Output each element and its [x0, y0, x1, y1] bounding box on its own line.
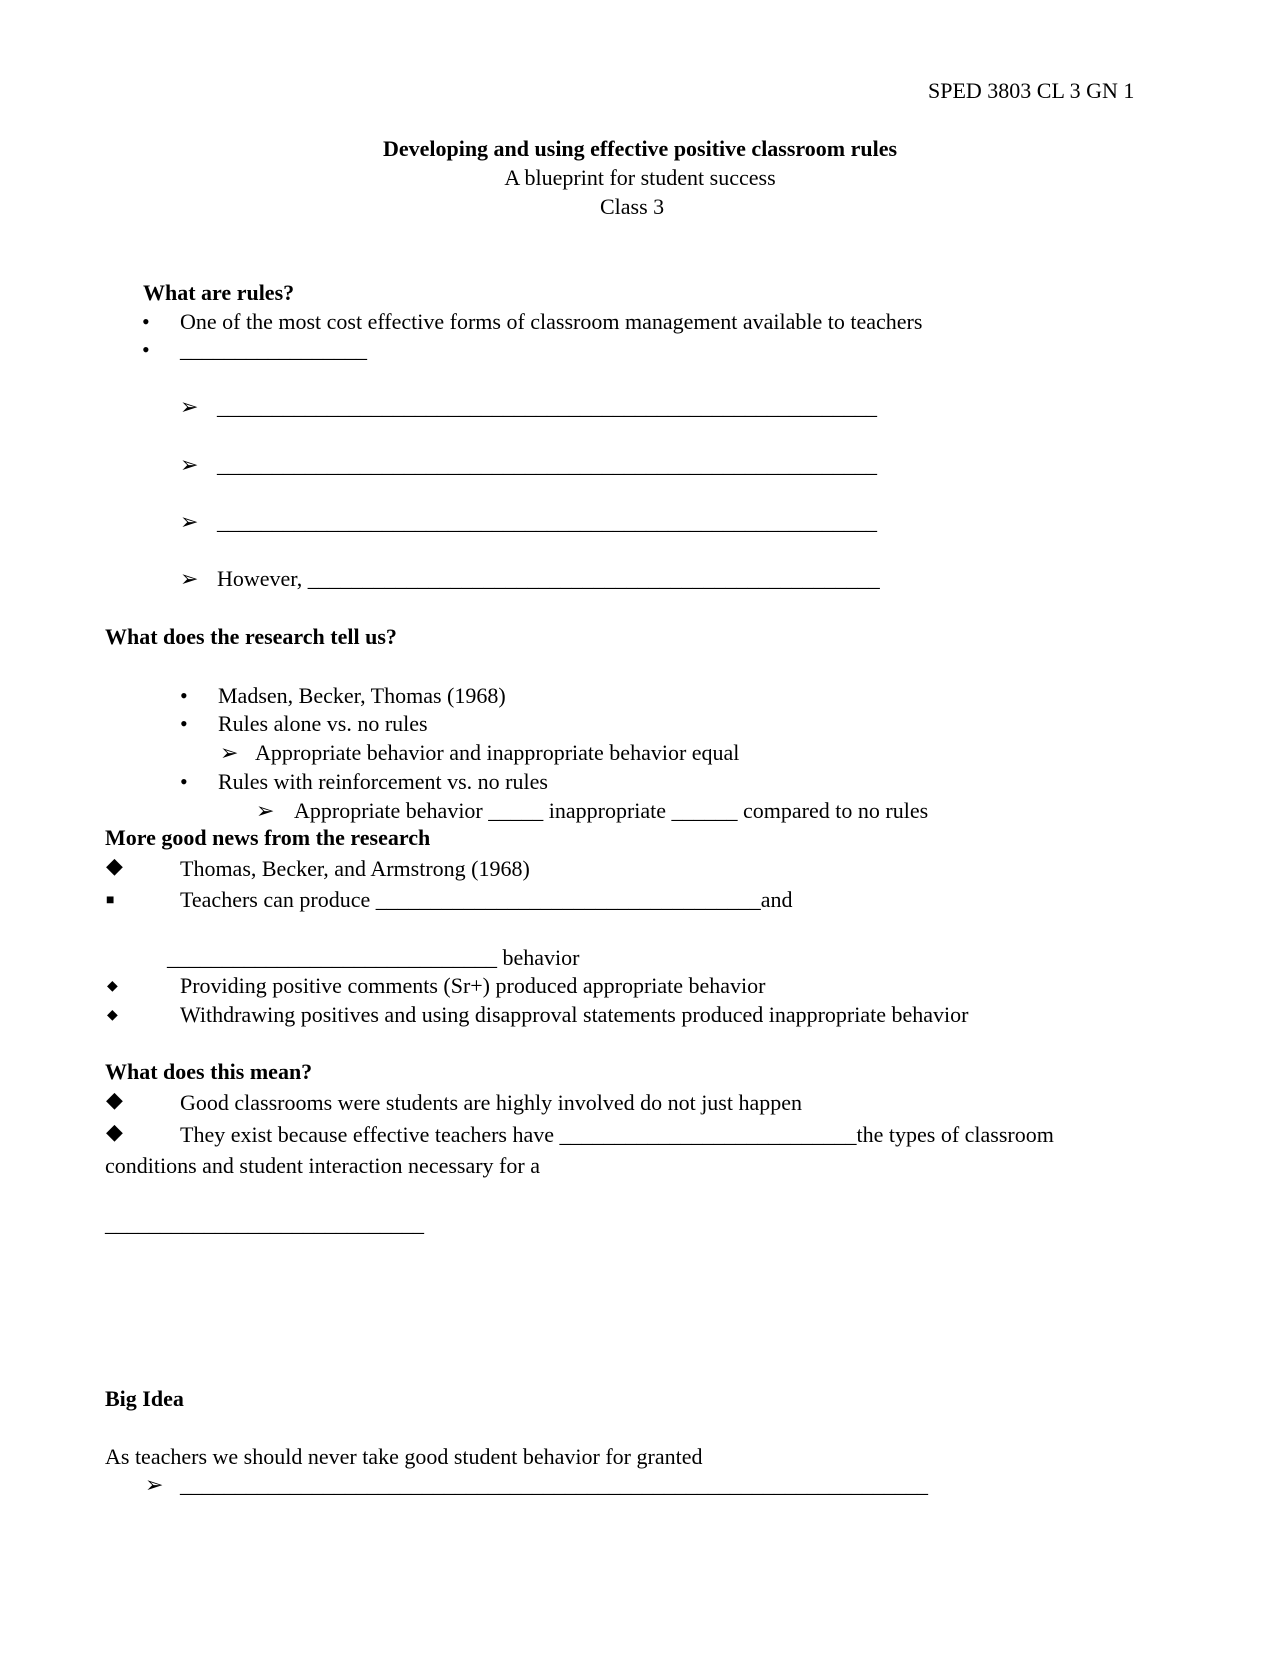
- good-news-item-3: Providing positive comments (Sr+) produced appropriate behavior: [180, 973, 766, 998]
- bullet-dot-icon: •: [142, 337, 150, 362]
- rules-arrow-3: ____________________________________________________________: [217, 509, 877, 534]
- big-idea-text: As teachers we should never take good student behavior for granted: [105, 1444, 703, 1469]
- research-item-3: Rules with reinforcement vs. no rules: [218, 769, 548, 794]
- document-subtitle: A blueprint for student success: [504, 165, 776, 190]
- meaning-blank: _____________________________: [105, 1211, 424, 1236]
- arrow-bullet-icon: ➢: [180, 509, 199, 534]
- good-news-item-1: Thomas, Becker, and Armstrong (1968): [180, 856, 530, 881]
- research-item-2: Rules alone vs. no rules: [218, 711, 428, 736]
- meaning-item-2: They exist because effective teachers have ___________________________the types of classroom: [180, 1122, 1054, 1147]
- rules-arrow-4: However, ____________________________________________________: [217, 566, 880, 591]
- section-heading-big-idea: Big Idea: [105, 1386, 184, 1411]
- arrow-bullet-icon: ➢: [256, 798, 275, 823]
- rules-bullet-2: _________________: [180, 337, 367, 362]
- section-heading-research: What does the research tell us?: [105, 624, 397, 649]
- diamond-bullet-icon: ◆: [106, 853, 123, 878]
- meaning-item-1: Good classrooms were students are highly involved do not just happen: [180, 1090, 803, 1115]
- bullet-dot-icon: •: [180, 769, 188, 794]
- arrow-bullet-icon: ➢: [180, 566, 199, 591]
- square-bullet-icon: ■: [106, 893, 115, 908]
- rules-arrow-2: ____________________________________________________________: [217, 452, 877, 477]
- meaning-item-2-continued: conditions and student interaction necessary for a: [105, 1153, 540, 1178]
- arrow-bullet-icon: ➢: [145, 1472, 164, 1497]
- class-label: Class 3: [600, 194, 665, 219]
- bullet-dot-icon: •: [180, 711, 188, 736]
- diamond-bullet-icon: ◆: [107, 1008, 118, 1023]
- good-news-item-2-continued: ______________________________ behavior: [167, 945, 580, 970]
- section-heading-good-news: More good news from the research: [105, 825, 431, 850]
- bullet-dot-icon: •: [180, 683, 188, 708]
- bullet-dot-icon: •: [142, 309, 150, 334]
- section-heading-meaning: What does this mean?: [105, 1059, 313, 1084]
- arrow-bullet-icon: ➢: [180, 452, 199, 477]
- diamond-bullet-icon: ◆: [107, 979, 118, 994]
- good-news-item-2: Teachers can produce ___________________________________and: [180, 887, 793, 912]
- research-sub-2: Appropriate behavior _____ inappropriate ______ compared to no rules: [294, 798, 929, 823]
- page-header: SPED 3803 CL 3 GN 1: [928, 78, 1135, 103]
- arrow-bullet-icon: ➢: [180, 394, 199, 419]
- arrow-bullet-icon: ➢: [220, 740, 239, 765]
- big-idea-arrow: ____________________________________________________________________: [180, 1472, 928, 1497]
- rules-arrow-1: ____________________________________________________________: [217, 394, 877, 419]
- good-news-item-4: Withdrawing positives and using disapproval statements produced inappropriate behavior: [180, 1002, 969, 1027]
- section-heading-rules: What are rules?: [143, 280, 295, 305]
- diamond-bullet-icon: ◆: [106, 1087, 123, 1112]
- research-item-1: Madsen, Becker, Thomas (1968): [218, 683, 506, 708]
- research-sub-1: Appropriate behavior and inappropriate behavior equal: [255, 740, 740, 765]
- diamond-bullet-icon: ◆: [106, 1119, 123, 1144]
- document-title: Developing and using effective positive classroom rules: [382, 136, 898, 161]
- rules-bullet-1: One of the most cost effective forms of classroom management available to teachers: [180, 309, 923, 334]
